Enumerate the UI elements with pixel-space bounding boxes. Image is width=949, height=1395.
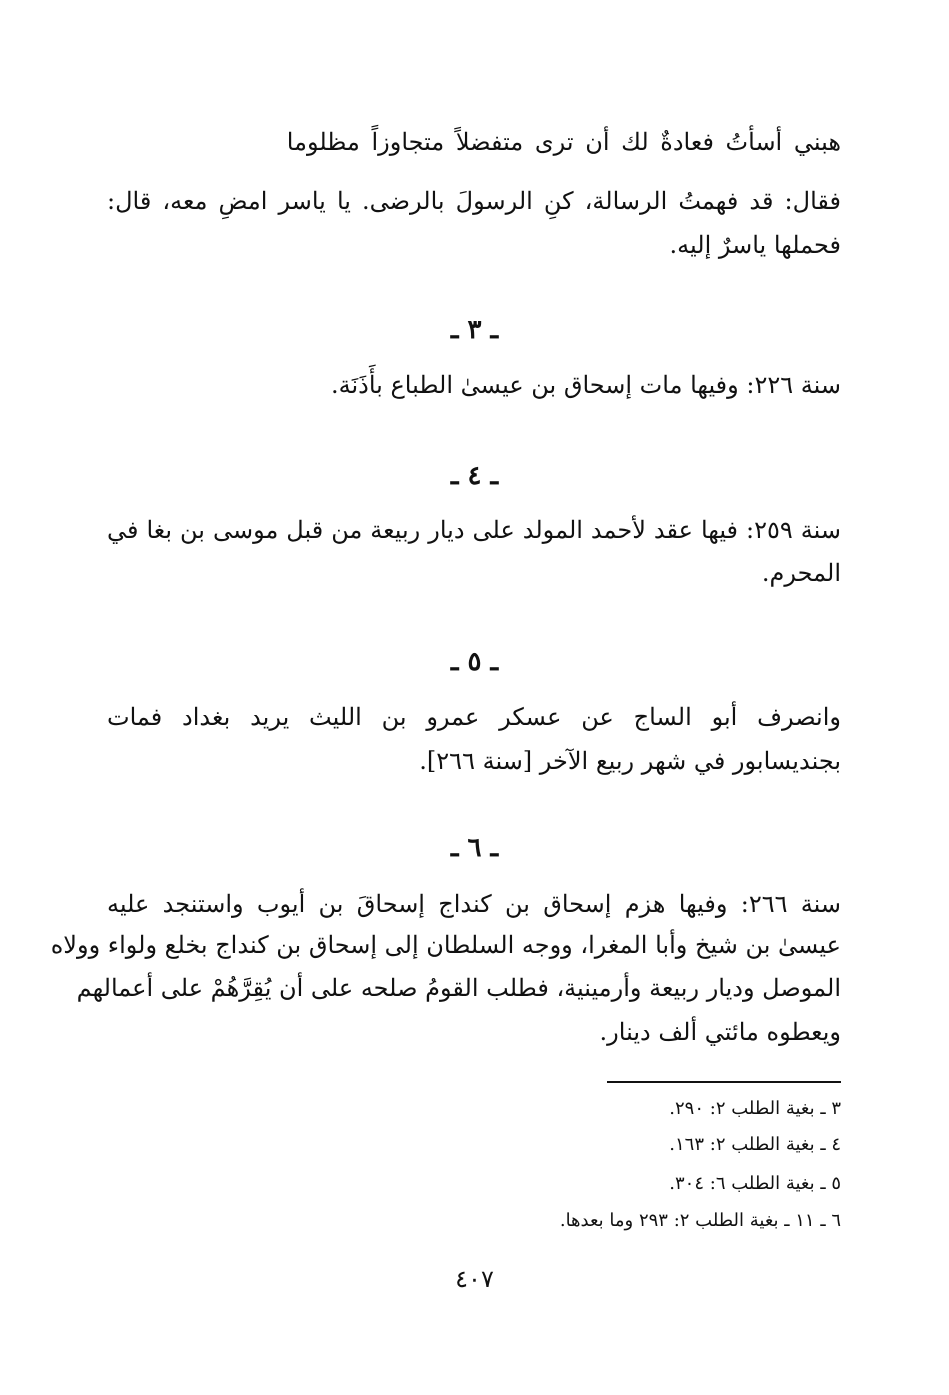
paragraph-line: سنة ٢٢٦: وفيها مات إسحاق بن عيسىٰ الطباع بأَذَنَة. bbox=[331, 371, 841, 399]
paragraph-line: ويعطوه مائتي ألف دينار. bbox=[599, 1018, 841, 1046]
footnote: ٣ ـ بغية الطلب ٢: ٢٩٠. bbox=[669, 1098, 841, 1119]
footnote: ٦ ـ ١١ ـ بغية الطلب ٢: ٢٩٣ وما بعدها. bbox=[559, 1210, 841, 1231]
page-number: ٤٠٧ bbox=[455, 1265, 494, 1293]
paragraph-line: عيسىٰ بن شيخ وأبا المغرا، ووجه السلطان إلى إسحاق بن كنداج بخلع ولواء وولاه bbox=[50, 931, 841, 959]
paragraph-line: الموصل وديار ربيعة وأرمينية، فطلب القومُ صلحه على أن يُقِرَّهُمْ على أعمالهم bbox=[76, 974, 841, 1002]
paragraph-line: المحرم. bbox=[761, 559, 841, 587]
footnote-separator bbox=[607, 1081, 841, 1083]
section-number: ـ ٣ ـ bbox=[450, 315, 499, 345]
paragraph-line: فقال: قد فهمتُ الرسالة، كنِ الرسولَ بالرضى. يا ياسر امضِ معه، قال: bbox=[107, 187, 841, 215]
section-number: ـ ٦ ـ bbox=[450, 833, 499, 863]
paragraph-line: بجنديسابور في شهر ربيع الآخر [سنة ٢٦٦]. bbox=[419, 747, 841, 775]
paragraph-line: فحملها ياسرٌ إليه. bbox=[669, 231, 841, 259]
footnote: ٤ ـ بغية الطلب ٢: ١٦٣. bbox=[669, 1134, 841, 1155]
footnote: ٥ ـ بغية الطلب ٦: ٣٠٤. bbox=[669, 1173, 841, 1194]
paragraph-line: سنة ٢٦٦: وفيها هزم إسحاق بن كنداج إسحاقَ بن أيوب واستنجد عليه bbox=[107, 890, 841, 918]
paragraph-line: سنة ٢٥٩: فيها عقد لأحمد المولد على ديار ربيعة من قبل موسى بن بغا في bbox=[107, 516, 841, 544]
section-number: ـ ٤ ـ bbox=[450, 461, 499, 491]
section-number: ـ ٥ ـ bbox=[450, 647, 499, 677]
poetry-verse-line: هبني أسأتُ فعادةٌ لك أن ترى متفضلاً متجاوزاً مظلوما bbox=[286, 128, 841, 156]
paragraph-line: وانصرف أبو الساج عن عسكر عمرو بن الليث يريد بغداد فمات bbox=[107, 703, 841, 731]
